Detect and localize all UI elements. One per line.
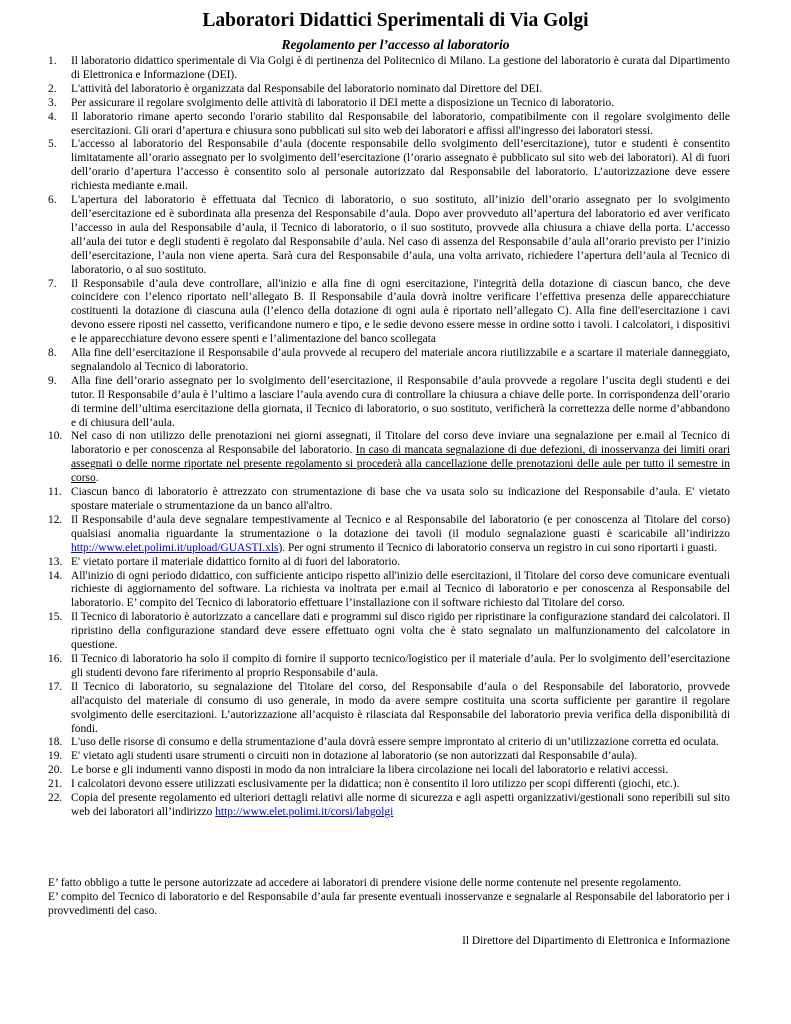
rule-text: E' vietato agli studenti usare strumenti o circuiti non in dotazione al laboratorio (se non autorizzati dal Responsabile d’aula). <box>71 750 638 763</box>
rule-number: 10. <box>48 430 63 443</box>
rule-link[interactable]: http://www.elet.polimi.it/upload/GUASTI.xls <box>71 541 279 554</box>
rule-number: 18. <box>48 736 63 749</box>
rule-item <box>48 556 730 570</box>
rule-number: 3. <box>48 96 57 109</box>
rule-item <box>48 736 730 750</box>
rule-number: 14. <box>48 569 63 582</box>
rule-item <box>48 611 730 653</box>
rule-text: Il Tecnico di laboratorio, su segnalazione del Titolare del corso, del Responsabile d’aula o del Responsabile del laboratorio, provvede all'acquisto del materiale di consumo di uso generale, in modo da avere sempre costituita una scorta sufficiente per garantire il regolare svolgimento delle esercitazioni. L’autorizzazione all’acquisto è rilasciata dal Responsabile del laboratorio previa verifica della disponibilità di fondi. <box>71 680 730 735</box>
rule-number: 4. <box>48 110 57 123</box>
rule-number: 6. <box>48 194 57 207</box>
rule-text: Le borse e gli indumenti vanno disposti in modo da non intralciare la libera circolazione nei locali del laboratorio e relativi accessi. <box>71 764 669 777</box>
rule-text: L'accesso al laboratorio del Responsabile d’aula (docente responsabile dello svolgimento dell’esercitazione), tutor e studenti è consentito limitatamente all’orario assegnato per lo svolgimento dell’esercitazione (l’orario assegnato è pubblicato sul sito web dei laboratori). Al di fuori dell’orario d’apertura l’accesso è consentito solo al personale autorizzato dal Responsabile del laboratorio. L’autorizzazione deve essere richiesta mediante e.mail. <box>71 138 730 193</box>
rule-item <box>48 514 730 556</box>
rule-number: 20. <box>48 764 63 777</box>
rule-text: Il Responsabile d’aula deve segnalare tempestivamente al Tecnico e al Responsabile del laboratorio (e per conoscenza al Titolare del corso) qualsiasi anomalia riguardante la strumentazione o la dotazione dei tavoli (il modulo segnalazione guasti è scaricabile all’indirizzo <box>71 513 730 540</box>
rule-text: Alla fine dell’orario assegnato per lo svolgimento dell’esercitazione, il Responsabile d’aula provvede a regolare l’uscita degli studenti e dei tutor. Il Responsabile d’aula è l’ultimo a lasciare l’aula avendo cura di controllare la chiusura a chiave delle porte. In corrispondenza dell’orario di termine dell’ultima esercitazione della giornata, il Tecnico di laboratorio, o suo sostituto, verificherà la correttezza delle norme d’abbandono e di chiusura dell’aula. <box>71 374 730 429</box>
rule-item <box>48 194 730 277</box>
rule-text: L'attività del laboratorio è organizzata dal Responsabile del laboratorio nominato dal Direttore del DEI. <box>71 82 543 95</box>
rule-underlined-text: In caso di mancata segnalazione di due defezioni, di inosservanza dei limiti orari assegnati o delle norme riportate nel presente regolamento si procederà alla cancellazione delle prenotazioni delle aule per tutto il semestre in corso <box>71 444 731 485</box>
rule-number: 9. <box>48 374 57 387</box>
rule-number: 8. <box>48 347 57 360</box>
rule-text: Il Tecnico di laboratorio è autorizzato a cancellare dati e programmi sul disco rigido per ripristinare la configurazione standard dei calcolatori. Il ripristino della configurazione standard deve essere effettuato ogni volta che è stato segnalato un malfunzionamento del calcolatore in questione. <box>71 611 730 652</box>
rule-text: Il Tecnico di laboratorio ha solo il compito di fornire il supporto tecnico/logistico per il materiale d’aula. Per lo svolgimento dell’esercitazione gli studenti devono fare riferimento al proprio Responsabile d’aula. <box>71 652 730 679</box>
footer-notes <box>48 877 730 919</box>
rule-number: 17. <box>48 680 63 693</box>
rule-text: I calcolatori devono essere utilizzati esclusivamente per la didattica; non è consentito il loro utilizzo per scopi differenti (giochi, etc.). <box>71 778 680 791</box>
rule-number: 13. <box>48 555 63 568</box>
rule-text: E' vietato portare il materiale didattico fornito al di fuori del laboratorio. <box>71 555 401 568</box>
rule-item <box>48 486 730 514</box>
footer-paragraph: E’ fatto obbligo a tutte le persone autorizzate ad accedere ai laboratori di prendere visione delle norme contenute nel presente regolamento. <box>48 877 682 889</box>
rule-text: Copia del presente regolamento ed ulteriori dettagli relativi alle norme di sicurezza e agli aspetti organizzativi/gestionali sono reperibili sul sito web dei laboratori all’indirizzo <box>71 792 730 818</box>
rule-item <box>48 792 730 820</box>
rule-item <box>48 764 730 778</box>
rule-text: L'uso delle risorse di consumo e della strumentazione d’aula dovrà essere sempre improntato al criterio di un’utilizzazione corretta ed oculata. <box>71 736 719 749</box>
rule-item <box>48 375 730 431</box>
rule-text: Ciascun banco di laboratorio è attrezzato con strumentazione di base che va usata solo su indicazione del Responsabile d’aula. E' vietato spostare materiale o strumentazione da un banco all'altro. <box>71 486 730 512</box>
rule-item <box>48 83 730 97</box>
rule-text: Il laboratorio didattico sperimentale di Via Golgi è di pertinenza del Politecnico di Milano. La gestione del laboratorio è curata dal Dipartimento di Elettronica e Informazione (DEI). <box>71 55 730 81</box>
rule-number: 19. <box>48 750 63 763</box>
rule-number: 5. <box>48 138 57 151</box>
rule-item <box>48 138 730 194</box>
rule-link[interactable]: http://www.elet.polimi.it/corsi/labgolgi <box>215 805 394 818</box>
rule-number: 22. <box>48 792 63 805</box>
rule-number: 7. <box>48 277 57 290</box>
rule-number: 12. <box>48 513 63 526</box>
rule-item <box>48 347 730 375</box>
rule-number: 11. <box>48 486 62 499</box>
rule-item <box>48 278 730 348</box>
rule-item <box>48 111 730 139</box>
rule-item <box>48 750 730 764</box>
rule-text: All'inizio di ogni periodo didattico, con sufficiente anticipo rispetto all'inizio delle esercitazioni, il Titolare del corso deve comunicare eventuali richieste di aggiornamento del software. La richiesta va inoltrata per e.mail al Tecnico di laboratorio e per conoscenza al Responsabile del laboratorio. E’ compito del Tecnico di laboratorio effettuare l’installazione con il software richiesto dal Titolare del corso. <box>71 569 730 610</box>
rule-number: 16. <box>48 652 63 665</box>
document-title: Laboratori Didattici Sperimentali di Via Golgi <box>202 10 589 31</box>
rule-text: Nel caso di non utilizzo delle prenotazioni nei giorni assegnati, il Titolare del corso deve inviare una segnalazione per e.mail al Tecnico di laboratorio e per conoscenza al Responsabile del laboratorio. <box>71 430 730 457</box>
rule-text: Il Responsabile d’aula deve controllare, all'inizio e alla fine di ogni esercitazione, l'integrità della dotazione di ciascun banco, che deve coincidere con l’elenco riportato nell’allegato B. Il Responsabile d’aula dovrà inoltre verificare l’effettiva presenza delle apparecchiature costituenti la dotazione di ciascuna aula (l’elenco della dotazione di ogni aula è riportato nell’allegato C). Alla fine dell'esercitazione i cavi devono essere riposti nel cassetto, verificandone numero e tipo, e le sedie devono essere messe in ordine sotto i tavoli. I calcolatori, i dispositivi e le apparecchiature devono essere spenti e l’alimentazione del banco scollegata <box>71 277 730 346</box>
footer-paragraph: E’ compito del Tecnico di laboratorio e del Responsabile d’aula far presente eventuali inosservanze e segnalarle al Responsabile del laboratorio per i provvedimenti del caso. <box>48 890 730 917</box>
rules-list <box>48 55 730 820</box>
rule-item <box>48 653 730 681</box>
rule-text: Alla fine dell’esercitazione il Responsabile d’aula provvede al recupero del materiale ancora riutilizzabile e a scartare il materiale danneggiato, segnalandolo al Tecnico di laboratorio. <box>71 347 730 373</box>
rule-item <box>48 778 730 792</box>
rule-item <box>48 55 730 83</box>
rule-item <box>48 570 730 612</box>
rule-text: L'apertura del laboratorio è effettuata dal Tecnico di laboratorio, o suo sostituto, all’inizio dell’orario assegnato per lo svolgimento dell’esercitazione ed è subordinata alla presenza del Responsabile d’aula. Dopo aver provveduto all’apertura del laboratorio ed aver verificato l’accesso in aula del Responsabile d’aula, il Tecnico di laboratorio, o il suo sostituto, provvede alla chiusura a chiave della porta. L’accesso all’aula dei tutor e degli studenti è regolato dal Responsabile d’aula. Nel caso di assenza del Responsabile d’aula all’orario previsto per l’inizio dell’esercitazione, l’aula non viene aperta. Sarà cura del Responsabile d’aula, una volta arrivato, richiedere l’apertura dell’aula al Tecnico di laboratorio, o al suo sostituto. <box>71 194 730 276</box>
rule-number: 21. <box>48 778 63 791</box>
rule-text: Il laboratorio rimane aperto secondo l'orario stabilito dal Responsabile del laboratorio, compatibilmente con il regolare svolgimento delle esercitazioni. Gli orari d’apertura e chiusura sono pubblicati sul sito web dei laboratori e affissi all'ingresso dei laboratori stessi. <box>71 110 730 137</box>
signature: Il Direttore del Dipartimento di Elettronica e Informazione <box>462 935 730 947</box>
rule-text-continued: . <box>95 472 99 485</box>
rule-number: 2. <box>48 82 57 95</box>
rule-item <box>48 681 730 737</box>
rule-number: 15. <box>48 611 63 624</box>
rule-item <box>48 97 730 111</box>
document-subtitle: Regolamento per l’accesso al laboratorio <box>281 37 510 52</box>
rule-text-continued: ). Per ogni strumento il Tecnico di laboratorio conserva un registro in cui sono riportarti i guasti. <box>278 541 718 554</box>
rule-item <box>48 430 730 486</box>
rule-text: Per assicurare il regolare svolgimento delle attività di laboratorio il DEI mette a disposizione un Tecnico di laboratorio. <box>71 96 615 109</box>
rule-number: 1. <box>48 55 57 67</box>
